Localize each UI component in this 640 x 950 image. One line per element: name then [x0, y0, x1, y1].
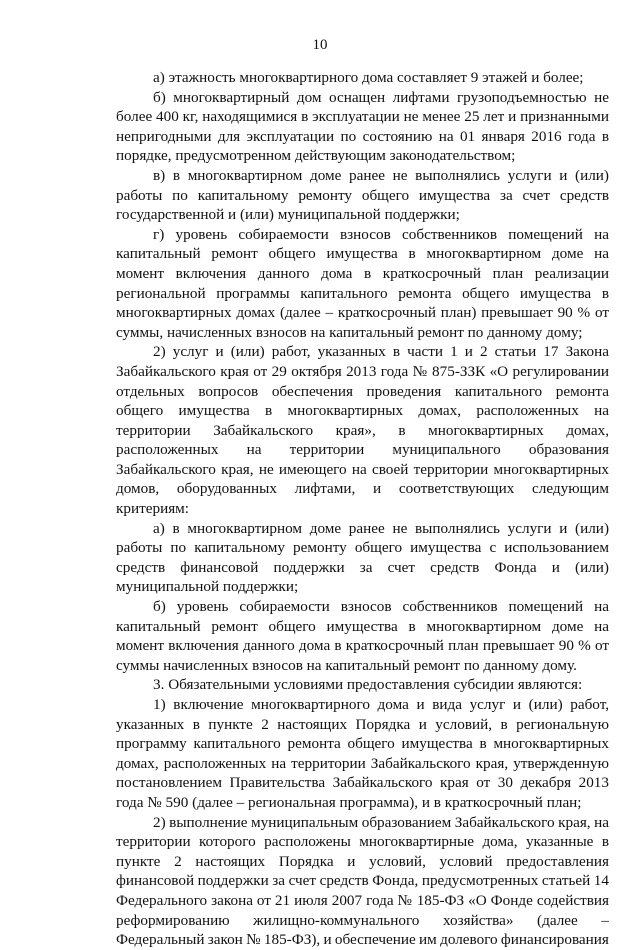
paragraph-a-no-fund-support: а) в многоквартирном доме ранее не выполнялись услуги и (или) работы по капитальному ремонту общего имущества с использованием средств финансовой поддержки за счет средств Фонда и (или) муниципальной поддержки;: [116, 519, 609, 596]
paragraph-1-inclusion: 1) включение многоквартирного дома и вида услуг и (или) работ, указанных в пункте 2 настоящих Порядка и условий, в региональную программу капитального ремонта общего имущества в многоквартирных домах, расположенных на территории Забайкальского края, утвержденную постановлением Правительства Забайкальского края от 30 декабря 2013 года № 590 (далее – региональная программа), и в краткосрочный план;: [116, 696, 609, 811]
paragraph-g-collection-rate: г) уровень собираемости взносов собственников помещений на капитальный ремонт общего имущества в многоквартирном доме на момент включения данного дома в краткосрочный план реализации региональной программы капитального ремонта общего имущества в многоквартирных домах (далее – краткосрочный план) превышает 90 % от суммы, начисленных взносов на капитальный ремонт по данному дому;: [116, 225, 609, 341]
paragraph-a-floors: а) этажность многоквартирного дома составляет 9 этажей и более;: [153, 69, 584, 86]
paragraph-2-services-works: 2) услуг и (или) работ, указанных в части 1 и 2 статьи 17 Закона Забайкальского края от 29 октября 2013 года № 875-ЗЗК «О регулировании отдельных вопросов обеспечения проведения капитального ремонта общего имущества в многоквартирных домах, расположенных на территории Забайкальского края», в многоквартирных домах, расположенных на территории муниципального образования Забайкальского края, не имеющего на своей территории многоквартирных домов, оборудованных лифтами, и соответствующих следующим критериям:: [116, 343, 609, 518]
paragraph-2-fulfillment: 2) выполнение муниципальным образованием Забайкальского края, на территории которого расположены многоквартирные дома, указанные в пункте 2 настоящих Порядка и условий, условий предоставления финансовой поддержки за счет средств Фонда, предусмотренных статьей 14 Федерального закона от 21 июля 2007 года № 185-ФЗ «О Фонде содействия реформированию жилищно-коммунального хозяйства» (далее – Федеральный закон № 185-ФЗ), и обеспечение им долевого финансирования: [116, 813, 609, 949]
document-body: [116, 68, 609, 950]
paragraph-v-no-prior-repair: в) в многоквартирном доме ранее не выполнялись услуги и (или) работы по капитальному ремонту общего имущества за счет средств государственной и (или) муниципальной поддержки;: [116, 166, 609, 224]
paragraph-3-mandatory-conditions: 3. Обязательными условиями предоставления субсидии являются:: [153, 676, 583, 694]
paragraph-b-elevators: б) многоквартирный дом оснащен лифтами грузоподъемностью не более 400 кг, находящимися в эксплуатации не менее 25 лет и признанными непригодными для эксплуатации по состоянию на 01 января 2016 года в порядке, предусмотренном действующим законодательством;: [116, 88, 609, 165]
paragraph-b-collection-rate: б) уровень собираемости взносов собственников помещений на капитальный ремонт общего имущества в многоквартирном доме на момент включения данного дома в краткосрочный план превышает 90 % от суммы начисленных взносов на капитальный ремонт по данному дому.: [116, 598, 609, 674]
page-number: 10: [312, 37, 328, 53]
